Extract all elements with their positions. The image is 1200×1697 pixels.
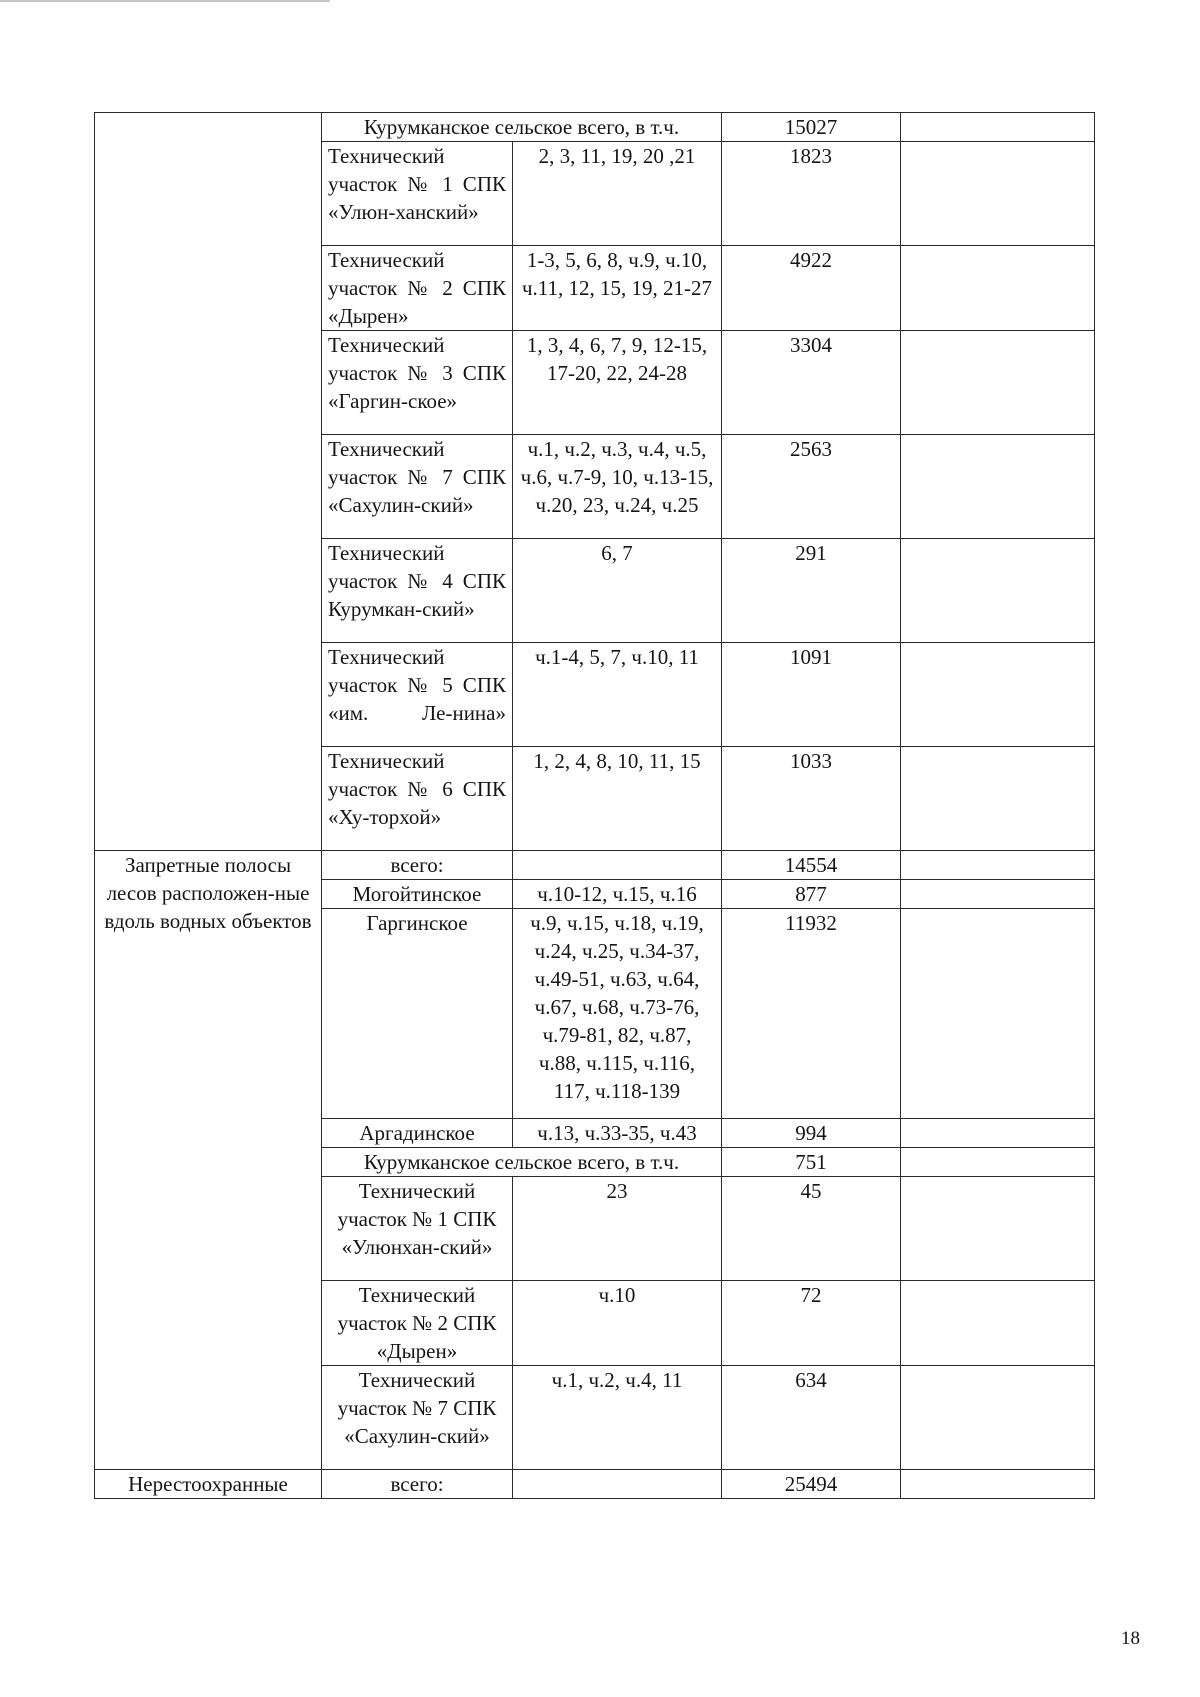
quarters-cell: ч.1, ч.2, ч.4, 11 (513, 1366, 722, 1470)
quarters-cell (513, 1470, 722, 1499)
quarters-cell: 2, 3, 11, 19, 20 ,21 (513, 142, 722, 246)
quarters-cell: ч.1, ч.2, ч.3, ч.4, ч.5, ч.6, ч.7-9, 10, ч.13-15, ч.20, 23, ч.24, ч.25 (513, 435, 722, 539)
area-cell: 291 (722, 539, 901, 643)
technical-site-cell: Технический участок № 3 СПК «Гаргин-ское» (322, 331, 513, 435)
table-row (95, 113, 1095, 142)
area-cell: 1033 (722, 747, 901, 851)
technical-site-cell: Технический участок № 2 СПК «Дырен» (322, 1281, 513, 1366)
area-cell: 751 (722, 1148, 901, 1177)
area-cell: 4922 (722, 246, 901, 331)
area-cell: 877 (722, 880, 901, 909)
subtotal-label-cell: Курумканское сельское всего, в т.ч. (322, 1148, 722, 1177)
area-cell: 25494 (722, 1470, 901, 1499)
technical-site-cell: Технический участок № 4 СПК Курумкан-ский» (322, 539, 513, 643)
category-cell: Нерестоохранные (95, 1470, 322, 1499)
technical-site-cell: Технический участок № 1 СПК «Улюн-ханский» (322, 142, 513, 246)
note-cell (901, 747, 1095, 851)
table-row (95, 851, 1095, 880)
quarters-cell: ч.9, ч.15, ч.18, ч.19, ч.24, ч.25, ч.34-37, ч.49-51, ч.63, ч.64, ч.67, ч.68, ч.73-76, ч.79-81, 82, ч.87, ч.88, ч.115, ч.116, 117, ч.118-139 (513, 909, 722, 1119)
technical-site-cell: Технический участок № 7 СПК «Сахулин-ский» (322, 435, 513, 539)
area-cell: 15027 (722, 113, 901, 142)
note-cell (901, 1366, 1095, 1470)
area-cell: 2563 (722, 435, 901, 539)
area-cell: 45 (722, 1177, 901, 1281)
area-cell: 14554 (722, 851, 901, 880)
note-cell (901, 142, 1095, 246)
note-cell (901, 643, 1095, 747)
note-cell (901, 1177, 1095, 1281)
note-cell (901, 1281, 1095, 1366)
note-cell (901, 1470, 1095, 1499)
area-cell: 1091 (722, 643, 901, 747)
district-cell: Могойтинское (322, 880, 513, 909)
area-cell: 3304 (722, 331, 901, 435)
quarters-cell: 23 (513, 1177, 722, 1281)
technical-site-cell: Технический участок № 6 СПК «Ху-торхой» (322, 747, 513, 851)
note-cell (901, 539, 1095, 643)
district-cell: Гаргинское (322, 909, 513, 1119)
quarters-cell: ч.13, ч.33-35, ч.43 (513, 1119, 722, 1148)
technical-site-cell: Технический участок № 5 СПК «им. Ле-нина» (322, 643, 513, 747)
note-cell (901, 331, 1095, 435)
area-cell: 1823 (722, 142, 901, 246)
quarters-cell: 6, 7 (513, 539, 722, 643)
category-cell: Запретные полосы лесов расположен-ные вдоль водных объектов (95, 851, 322, 1470)
district-cell: всего: (322, 1470, 513, 1499)
note-cell (901, 1119, 1095, 1148)
area-cell: 994 (722, 1119, 901, 1148)
page-number: 18 (1121, 1628, 1140, 1649)
quarters-cell: ч.10 (513, 1281, 722, 1366)
scan-edge-mark (0, 0, 330, 2)
technical-site-cell: Технический участок № 1 СПК «Улюнхан-ский» (322, 1177, 513, 1281)
subtotal-label-cell: Курумканское сельское всего, в т.ч. (322, 113, 722, 142)
note-cell (901, 113, 1095, 142)
technical-site-cell: Технический участок № 2 СПК «Дырен» (322, 246, 513, 331)
quarters-cell: 1-3, 5, 6, 8, ч.9, ч.10, ч.11, 12, 15, 19, 21-27 (513, 246, 722, 331)
note-cell (901, 880, 1095, 909)
note-cell (901, 246, 1095, 331)
note-cell (901, 851, 1095, 880)
forest-areas-table (94, 112, 1095, 1499)
note-cell (901, 435, 1095, 539)
table-row (95, 1470, 1095, 1499)
category-cell (95, 113, 322, 851)
district-cell: всего: (322, 851, 513, 880)
technical-site-cell: Технический участок № 7 СПК «Сахулин-ский» (322, 1366, 513, 1470)
quarters-cell (513, 851, 722, 880)
quarters-cell: ч.1-4, 5, 7, ч.10, 11 (513, 643, 722, 747)
area-cell: 72 (722, 1281, 901, 1366)
area-cell: 11932 (722, 909, 901, 1119)
quarters-cell: 1, 3, 4, 6, 7, 9, 12-15, 17-20, 22, 24-28 (513, 331, 722, 435)
area-cell: 634 (722, 1366, 901, 1470)
district-cell: Аргадинское (322, 1119, 513, 1148)
note-cell (901, 1148, 1095, 1177)
quarters-cell: ч.10-12, ч.15, ч.16 (513, 880, 722, 909)
note-cell (901, 909, 1095, 1119)
quarters-cell: 1, 2, 4, 8, 10, 11, 15 (513, 747, 722, 851)
